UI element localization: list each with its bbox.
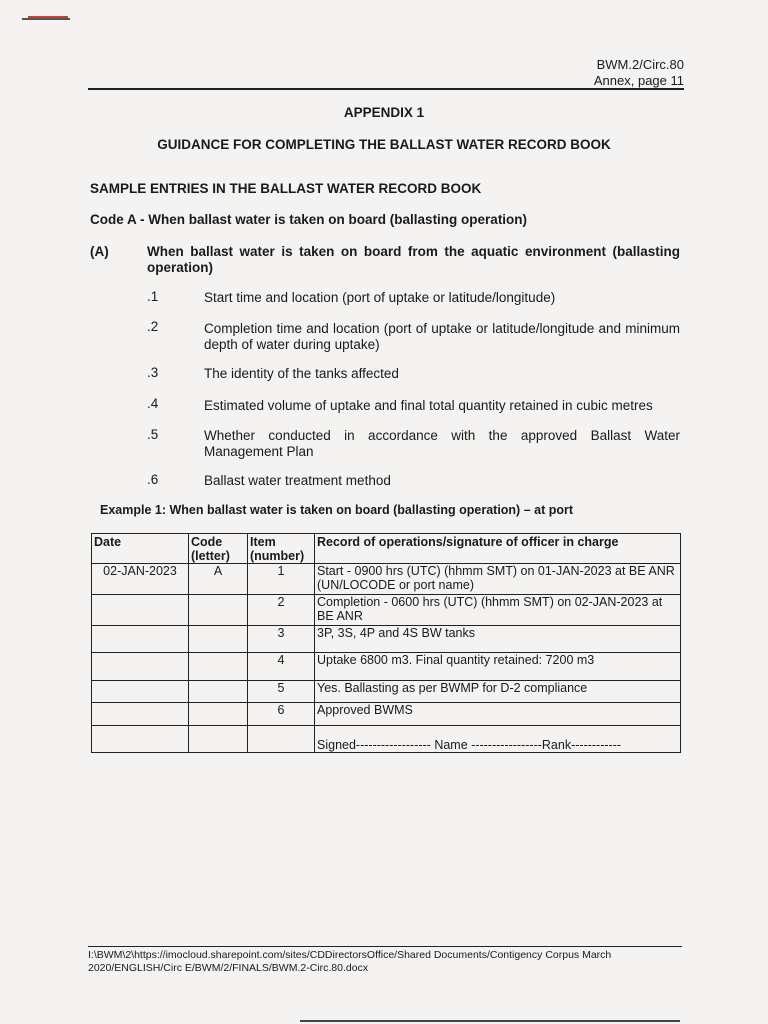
bottom-edge-line (300, 1020, 680, 1022)
date-cell (92, 726, 189, 753)
item-text: The identity of the tanks affected (204, 366, 399, 381)
record-cell: Start - 0900 hrs (UTC) (hhmm SMT) on 01-JAN-2023 at BE ANR (UN/LOCODE or port name) (315, 564, 681, 595)
code-cell (189, 626, 248, 653)
item-text: Completion time and location (port of uptake or latitude/longitude and minimum depth of water during uptake) (204, 321, 680, 352)
column-header: Code (letter) (189, 534, 248, 564)
section-a-text: When ballast water is taken on board from the aquatic environment (ballasting operation) (147, 244, 680, 275)
record-cell: Uptake 6800 m3. Final quantity retained: 7200 m3 (315, 653, 681, 681)
footer-path: I:\BWM\2\https://imocloud.sharepoint.com/sites/CDDirectorsOffice/Shared Documents/Contigency Corpus March 2020/ENGLISH/Circ E/BWM/2/FINALS/BWM.2-Circ.80.docx (88, 949, 612, 974)
annex-page: Annex, page 11 (593, 73, 684, 88)
table-row (92, 626, 681, 653)
code-cell (189, 595, 248, 626)
code-a-heading: Code A - When ballast water is taken on board (ballasting operation) (90, 212, 528, 227)
item-cell: 1 (248, 564, 315, 595)
code-cell (189, 726, 248, 753)
item-number: .1 (147, 289, 159, 304)
header-rule (88, 88, 684, 90)
item-cell (248, 726, 315, 753)
table-row (92, 703, 681, 726)
document-reference: BWM.2/Circ.80 (596, 57, 684, 72)
column-header: Item (number) (248, 534, 315, 564)
item-cell: 6 (248, 703, 315, 726)
guidance-title: GUIDANCE FOR COMPLETING THE BALLAST WATER RECORD BOOK (157, 137, 611, 152)
date-cell (92, 626, 189, 653)
table-row (92, 653, 681, 681)
ballast-record-table (91, 533, 681, 753)
item-cell: 5 (248, 681, 315, 703)
sample-entries-heading: SAMPLE ENTRIES IN THE BALLAST WATER RECORD BOOK (90, 181, 482, 196)
section-a-label: (A) (90, 244, 109, 259)
date-cell (92, 681, 189, 703)
appendix-title: APPENDIX 1 (343, 105, 425, 120)
item-cell: 4 (248, 653, 315, 681)
column-header: Record of operations/signature of officer in charge (315, 534, 681, 564)
corner-marking (22, 16, 70, 20)
table-row (92, 564, 681, 595)
item-cell: 3 (248, 626, 315, 653)
signature-cell: Signed------------------ Name -----------------Rank------------ (315, 726, 681, 753)
item-text: Estimated volume of uptake and final total quantity retained in cubic metres (204, 398, 653, 413)
code-cell: A (189, 564, 248, 595)
table-row (92, 595, 681, 626)
page-header (594, 57, 684, 89)
item-text: Ballast water treatment method (204, 473, 391, 488)
item-cell: 2 (248, 595, 315, 626)
footer-rule (88, 946, 682, 947)
record-cell: 3P, 3S, 4P and 4S BW tanks (315, 626, 681, 653)
table-header-row (92, 534, 681, 564)
record-cell: Yes. Ballasting as per BWMP for D-2 compliance (315, 681, 681, 703)
code-cell (189, 681, 248, 703)
item-number: .6 (147, 472, 159, 487)
record-cell: Approved BWMS (315, 703, 681, 726)
item-text: Whether conducted in accordance with the approved Ballast Water Management Plan (204, 428, 680, 459)
code-cell (189, 653, 248, 681)
date-cell: 02-JAN-2023 (92, 564, 189, 595)
item-number: .3 (147, 365, 159, 380)
signature-row (92, 726, 681, 753)
record-cell: Completion - 0600 hrs (UTC) (hhmm SMT) on 02-JAN-2023 at BE ANR (315, 595, 681, 626)
column-header: Date (92, 534, 189, 564)
item-number: .4 (147, 396, 159, 411)
date-cell (92, 595, 189, 626)
item-number: .2 (147, 319, 159, 334)
item-text: Start time and location (port of uptake or latitude/longitude) (204, 290, 556, 305)
date-cell (92, 703, 189, 726)
table-row (92, 681, 681, 703)
date-cell (92, 653, 189, 681)
item-number: .5 (147, 427, 159, 442)
code-cell (189, 703, 248, 726)
example-title: Example 1: When ballast water is taken on board (ballasting operation) – at port (100, 503, 574, 517)
